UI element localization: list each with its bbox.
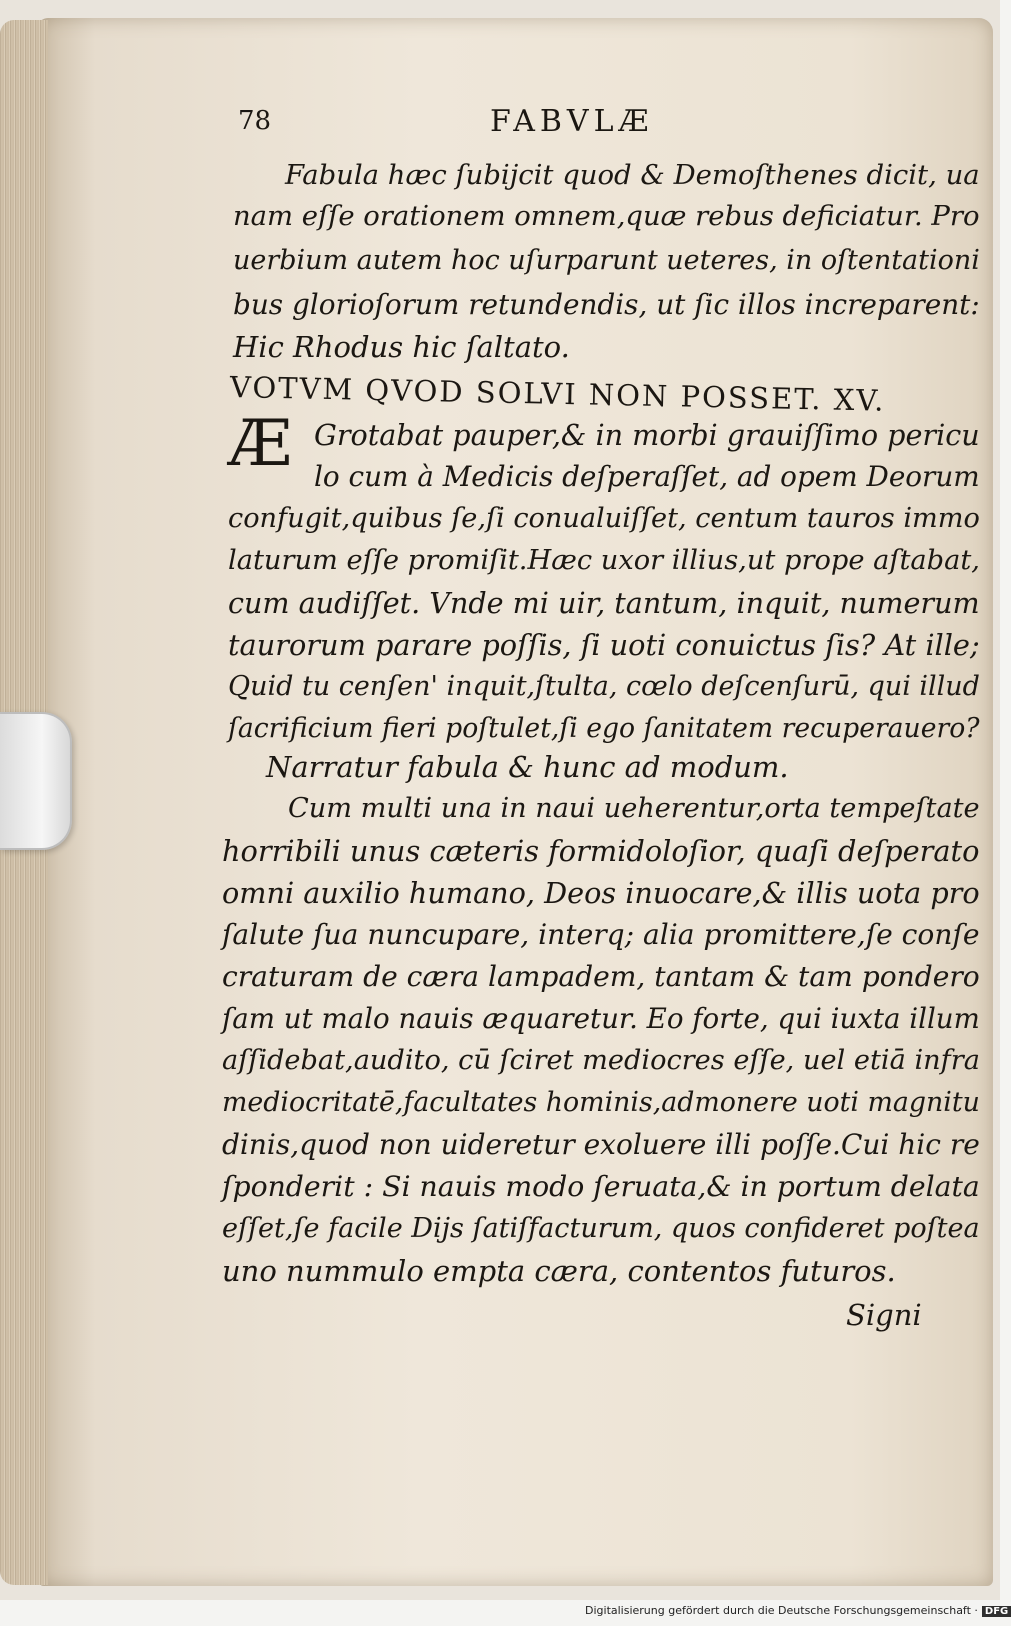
text-line: eſſet,ſe facile Dijs ſatiſfacturum, quos confideret poſtea [222, 1213, 980, 1244]
running-head: FABVLÆ [490, 104, 654, 139]
text-line: nam eſſe orationem omnem,quæ rebus deficiatur. Pro [233, 201, 980, 232]
text-line: Hic Rhodus hic ſaltato. [233, 330, 570, 364]
credit-text: Digitalisierung gefördert durch die Deutsche Forschungsgemeinschaft · [585, 1604, 978, 1617]
text-line: taurorum parare poſſis, ſi uoti conuictus ſis? At ille; [228, 628, 980, 662]
text-line: Quid tu cenſen' inquit,ſtulta, cœlo deſcenſurū, qui illud [228, 671, 980, 702]
digitization-credit [585, 1604, 1011, 1617]
page-number: 78 [238, 106, 272, 136]
text-line: ſacrificium fieri poſtulet,ſi ego ſanitatem recuperauero? [228, 713, 980, 744]
text-line: confugit,quibus ſe,ſi conualuiſſet, centum tauros immo [228, 503, 980, 534]
text-line: dinis,quod non uideretur exoluere illi poſſe.Cui hic re [222, 1128, 980, 1161]
text-line: lo cum à Medicis deſperaſſet, ad opem Deorum [314, 460, 980, 493]
text-line: mediocritatē,facultates hominis,admonere uoti magnitu [222, 1087, 980, 1118]
text-line: craturam de cæra lampadem, tantam & tam pondero [222, 960, 980, 993]
text-line: aſſidebat,audito, cū ſciret mediocres eſſe, uel etiā infra [222, 1045, 980, 1076]
text-line: omni auxilio humano, Deos inuocare,& illis uota pro [222, 876, 980, 910]
text-line: uerbium autem hoc uſurparunt ueteres, in oſtentationi [233, 245, 980, 276]
text-line: Fabula hæc ſubijcit quod & Demoſthenes dicit, ua [285, 159, 980, 191]
text-line: Cum multi una in naui ueherentur,orta tempeſtate [288, 793, 980, 824]
catchword: Signi [846, 1298, 922, 1332]
text-line: ſalute ſua nuncupare, interq; alia promittere,ſe conſe [222, 918, 980, 951]
text-line: Grotabat pauper,& in morbi grauiſſimo pericu [314, 418, 980, 452]
text-line: cum audiſſet. Vnde mi uir, tantum, inquit, numerum [228, 586, 980, 620]
text-line: Narratur fabula & hunc ad modum. [266, 750, 789, 784]
text-line: uno nummulo empta cæra, contentos futuros. [222, 1254, 896, 1288]
text-line: ſponderit : Si nauis modo ſeruata,& in portum delata [222, 1170, 980, 1203]
text-line: ſam ut malo nauis æquaretur. Eo forte, qui iuxta illum [222, 1002, 980, 1035]
section-title: VOTVM QVOD SOLVI NON POSSET. XV. [229, 370, 886, 418]
text-line: laturum eſſe promiſit.Hæc uxor illius,ut prope aſtabat, [228, 545, 980, 576]
text-line: horribili unus cæteris formidoloſior, quaſi deſperato [222, 834, 980, 868]
dfg-logo: DFG [982, 1606, 1011, 1617]
text-line: bus glorioſorum retundendis, ut ſic illos increparent: [233, 288, 980, 321]
initial-letter: Æ [228, 407, 293, 481]
